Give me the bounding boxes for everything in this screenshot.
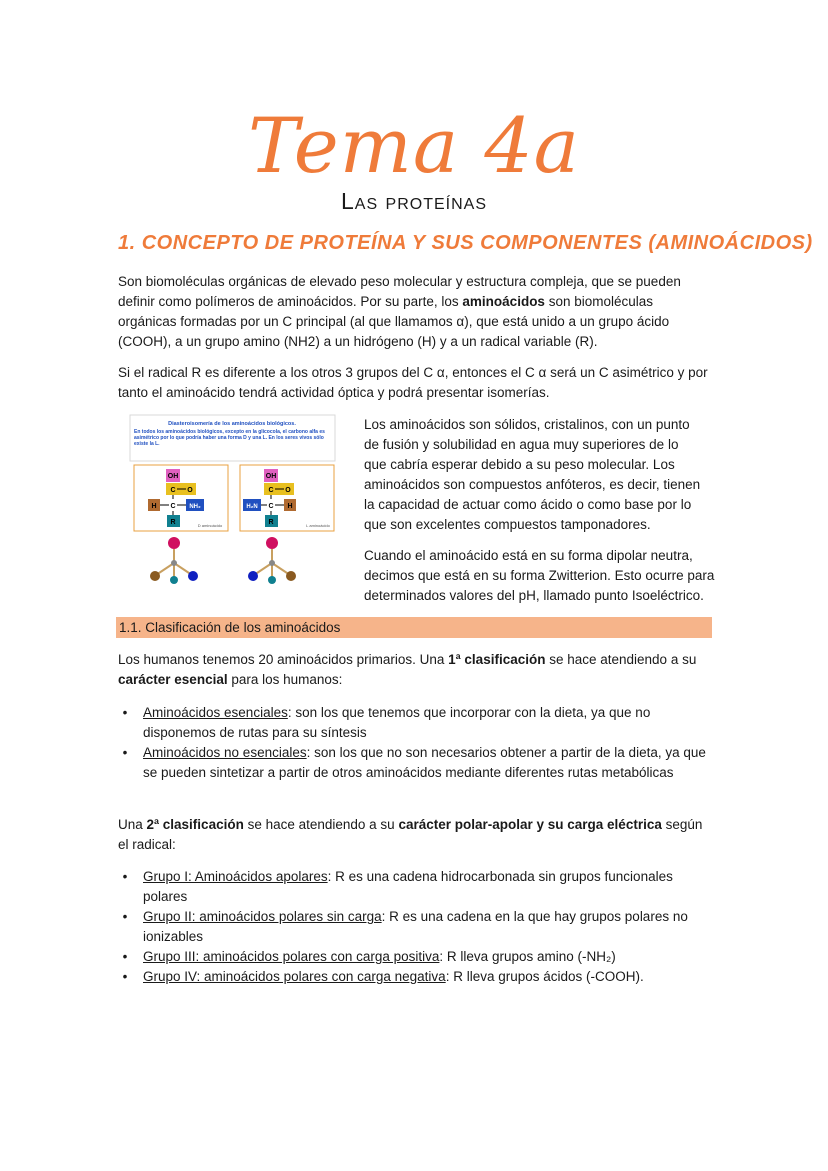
list-item-term: Grupo IV: aminoácidos polares con carga negativa (143, 969, 446, 984)
list-item-term: Aminoácidos esenciales (143, 705, 288, 720)
list-item-term: Grupo I: Aminoácidos apolares (143, 869, 328, 884)
list-item-text: : R es una cadena hidrocarbonada sin grupos funcionales polares (143, 869, 673, 904)
figure-caption-text-wrap (134, 429, 334, 459)
paragraph-asymmetric-carbon: Si el radical R es diferente a los otros 3 grupos del C α, entonces el C α será un C asimétrico y por tanto el aminoácido tendrá actividad óptica y podrá presentar isomerías. (118, 365, 708, 400)
paragraph-properties: Los aminoácidos son sólidos, cristalinos, con un punto de fusión y solubilidad en agua muy superiores de lo que cabría esperar debido a su peso molecular. Los aminoácidos son compuestos anfóteros, es decir, tienen la capacidad de actuar como ácido o como base por lo que son excelentes compuestos tamponadores. (364, 417, 701, 532)
paragraph-first-classification (118, 650, 708, 690)
d-oh-label: OH (167, 473, 179, 480)
list-item (118, 743, 708, 783)
subsection-heading-bar (116, 617, 712, 638)
second-classification-a: Una (118, 817, 147, 832)
aminoacid-isomers-figure (120, 413, 345, 588)
bullet: • (122, 909, 128, 924)
paragraph-definition-part-c: son biomoléculas orgánicas formadas por un C principal (al que llamamos α), que está unido a un grupo ácido (COOH), a un grupo amino (NH2) a un hidrógeno (H) y a un radical variable (R). (118, 294, 670, 349)
second-classification-term: 2ª clasificación (146, 817, 244, 832)
l-isomer-label: L aminoácido (306, 523, 330, 528)
l-r-label: R (268, 519, 274, 526)
list-item (118, 947, 708, 967)
bullet: • (122, 869, 128, 884)
l-h-label: H (287, 503, 293, 510)
l-isomer-box (240, 465, 334, 531)
l-alpha-c-label: C (268, 503, 274, 510)
document-subtitle: Las proteínas (341, 188, 487, 214)
d-nh2-label: NH₂ (189, 504, 201, 510)
list-item (118, 967, 708, 987)
bullet: • (122, 949, 128, 964)
list-item-text: : son los que tenemos que incorporar con la dieta, ya que no disponemos de rutas para su síntesis (143, 705, 651, 740)
first-classification-term: 1ª clasificación (448, 652, 546, 667)
d-carboxyl-o-label: O (187, 487, 193, 494)
l-oh-label: OH (265, 473, 277, 480)
term-aminoacidos: aminoácidos (462, 294, 545, 309)
d-h-label: H (151, 503, 157, 510)
l-h2n-label: H₂N (246, 504, 258, 510)
paragraph-zwitterion: Cuando el aminoácido está en su forma dipolar neutra, decimos que está en su forma Zwitterion. Esto ocurre para determinados valores del pH, llamado punto Isoeléctrico. (364, 548, 715, 603)
list-item-term: Grupo III: aminoácidos polares con carga positiva (143, 949, 440, 964)
d-carboxyl-c-label: C (170, 487, 176, 494)
paragraph-definition (118, 272, 708, 352)
d-r-label: R (170, 519, 176, 526)
essential-aminoacids-list (118, 703, 708, 783)
figure-caption-text: En todos los aminoácidos biológicos, excepto en la glicocola, el carbono alfa es asimétrico por lo que podría haber una forma D y una L. En los seres vivos sólo existe la L. (134, 429, 325, 447)
figure-caption-title: Diasteroisomería de los aminoácidos biológicos. (168, 421, 296, 427)
list-item-text: : R es una cadena en la que hay grupos polares no ionizables (143, 909, 688, 944)
l-carboxyl-o-label: O (285, 487, 291, 494)
d-isomer-box (134, 465, 228, 531)
first-classification-a: Los humanos tenemos 20 aminoácidos primarios. Una (118, 652, 449, 667)
d-ball-stick-model (150, 537, 198, 584)
paragraph-definition-part-a: Son biomoléculas orgánicas de elevado peso molecular y estructura compleja, que se pueden definir como polímeros de aminoácidos. Por su parte, los (118, 274, 681, 309)
second-classification-c: se hace atendiendo a su (243, 817, 399, 832)
polar-charge-term: carácter polar-apolar y su carga eléctrica (398, 817, 662, 832)
list-item (118, 703, 708, 743)
essential-character-term: carácter esencial (118, 672, 228, 687)
bullet: • (122, 745, 128, 760)
first-classification-c: se hace atendiendo a su (545, 652, 697, 667)
list-item (118, 907, 708, 947)
list-item-term: Aminoácidos no esenciales (143, 745, 307, 760)
isomers-diagram (120, 413, 345, 588)
list-item-text: : R lleva grupos ácidos (-COOH). (445, 969, 644, 984)
d-isomer-label: D aminoácido (197, 523, 223, 528)
d-alpha-c-label: C (170, 503, 176, 510)
l-carboxyl-c-label: C (268, 487, 274, 494)
bullet: • (122, 969, 128, 984)
list-item-term: Grupo II: aminoácidos polares sin carga (143, 909, 382, 924)
paragraph-second-classification (118, 815, 708, 855)
polarity-groups-list (118, 867, 708, 987)
list-item (118, 867, 708, 907)
first-classification-e: para los humanos: (227, 672, 343, 687)
bullet: • (122, 705, 128, 720)
list-item-text: : R lleva grupos amino (-NH₂) (439, 949, 616, 964)
list-item-text: : son los que no son necesarios obtener a partir de la dieta, ya que se pueden sintetizar a partir de otros aminoácidos mediante diferentes rutas metabólicas (143, 745, 706, 780)
subsection-heading-1-1: 1.1. Clasificación de los aminoácidos (119, 620, 341, 635)
l-ball-stick-model (248, 537, 296, 584)
document-title: Tema 4a (248, 101, 580, 190)
second-classification-e: según el radical: (118, 817, 703, 852)
section-heading-1: 1. CONCEPTO DE PROTEÍNA Y SUS COMPONENTES (AMINOÁCIDOS) (118, 232, 813, 254)
